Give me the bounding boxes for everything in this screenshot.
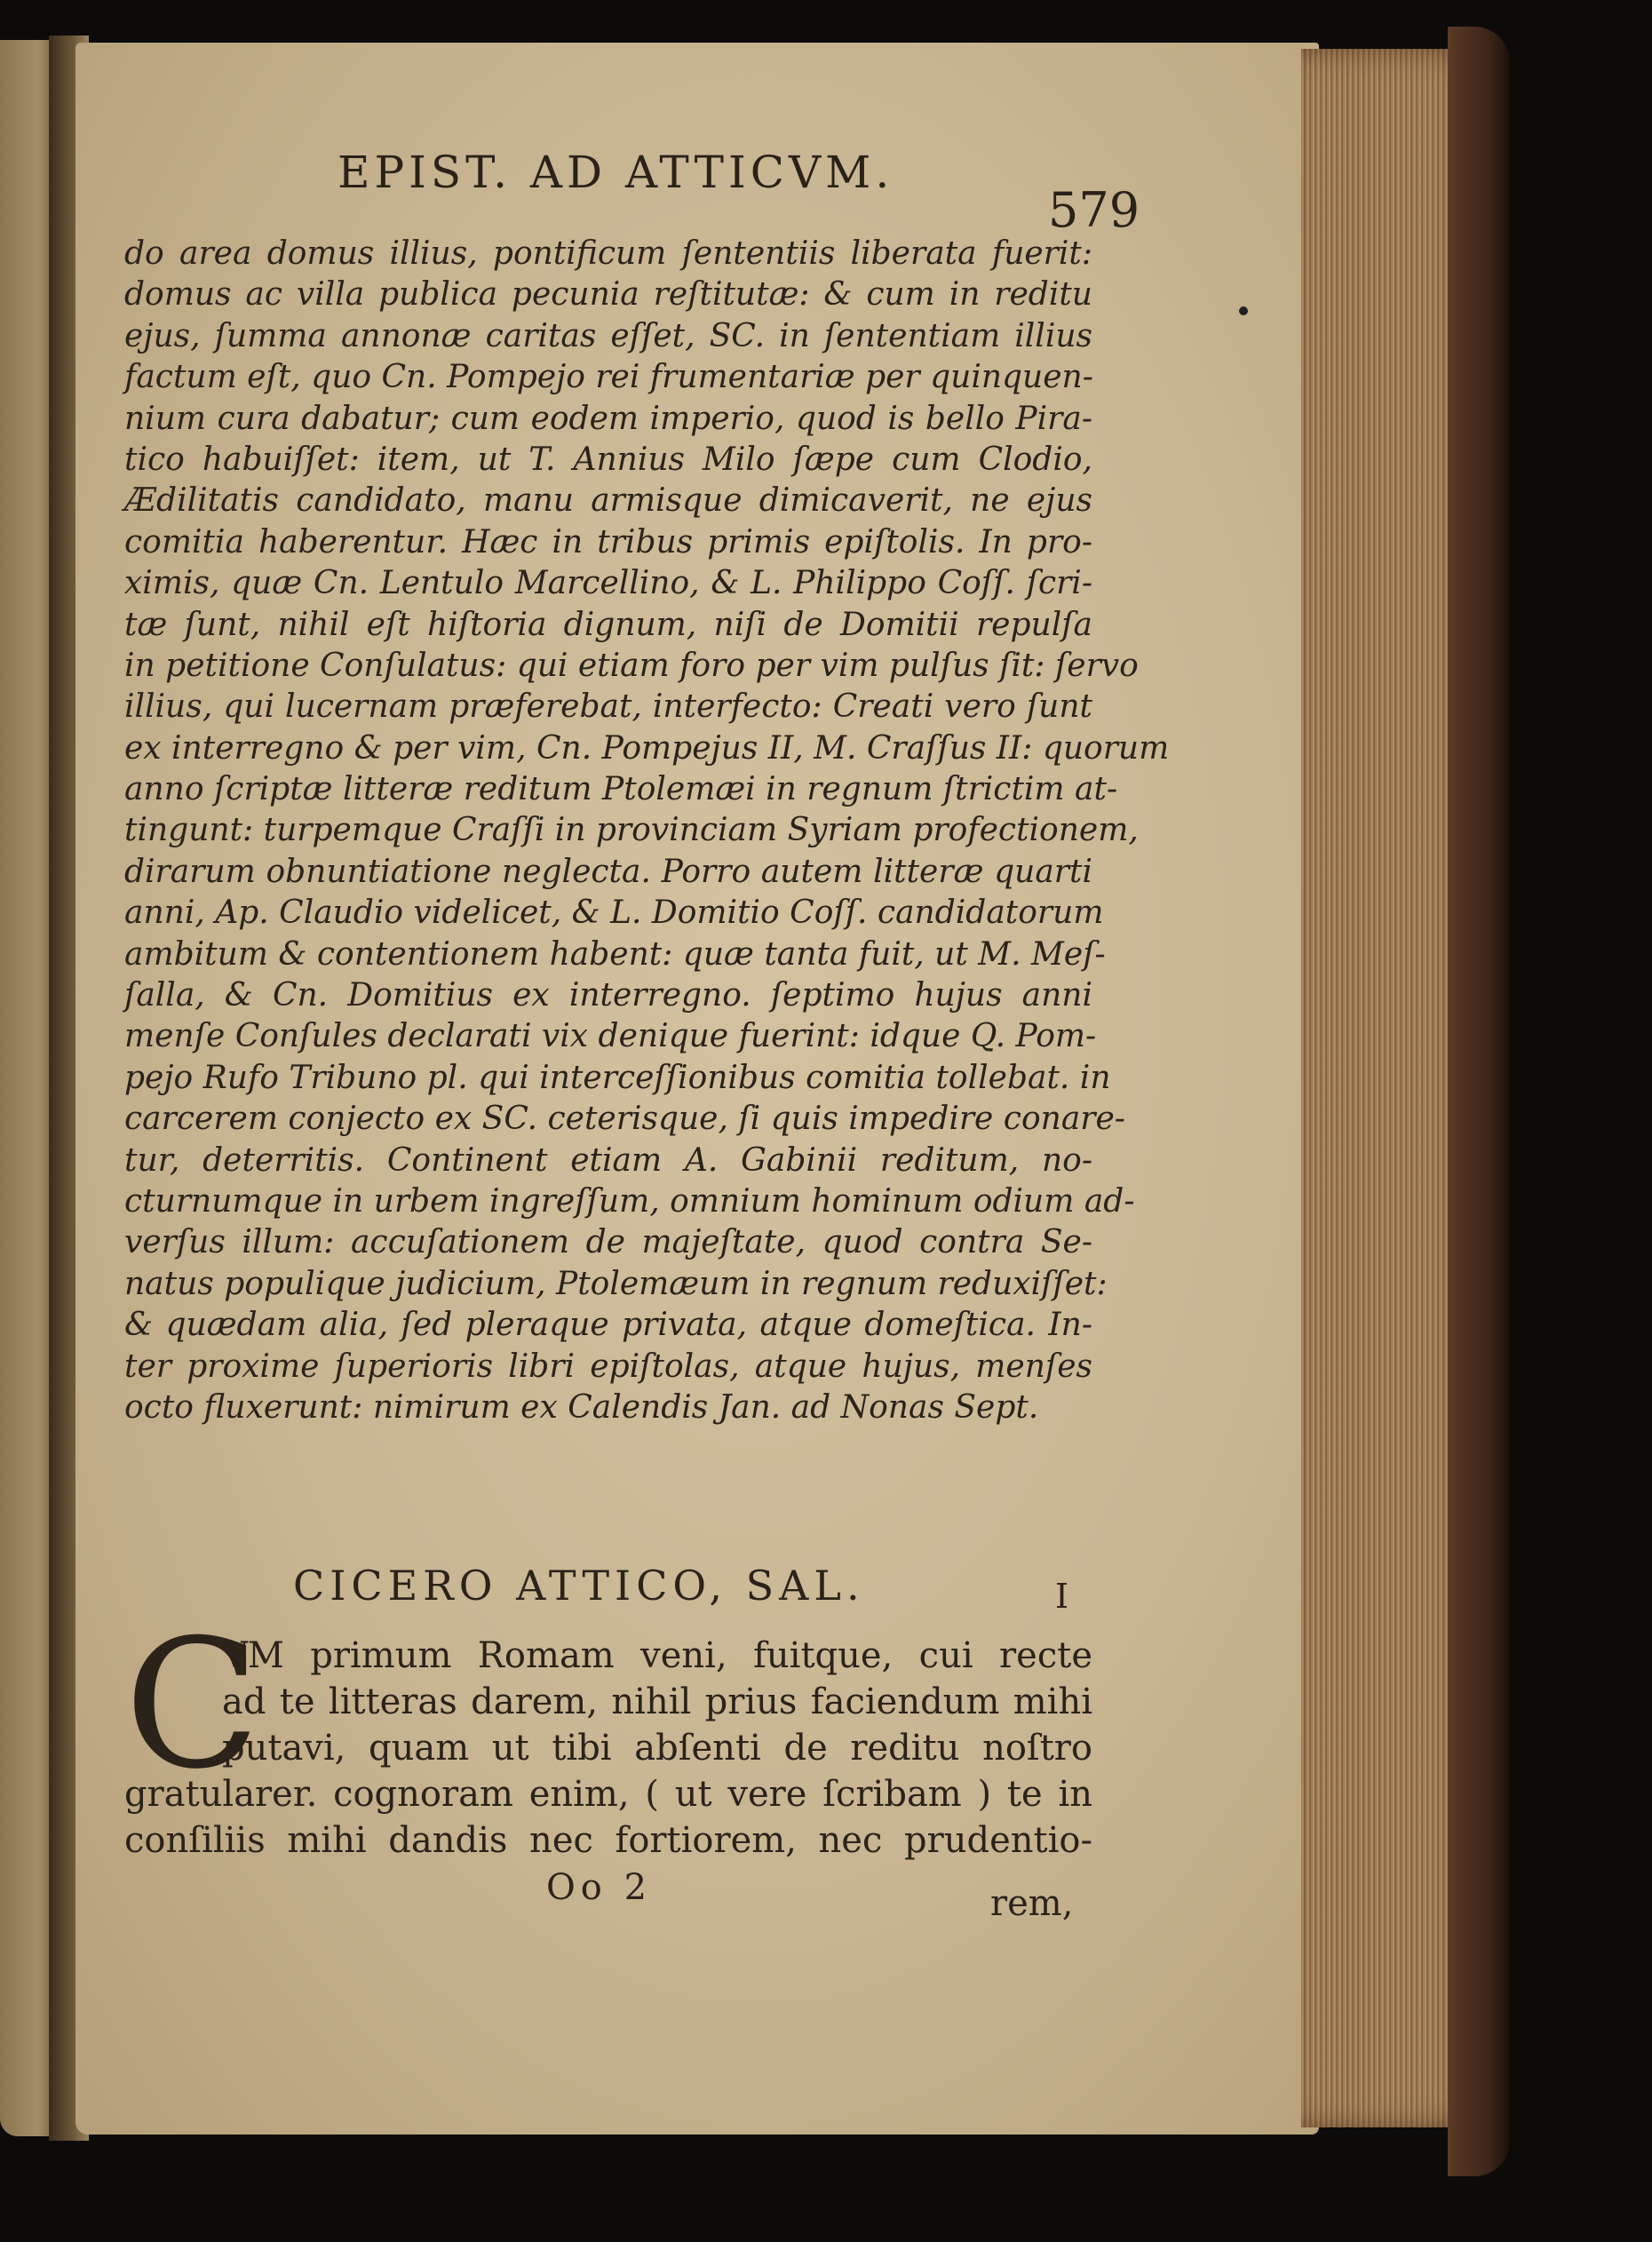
argument-line: tur, deterritis. Continent etiam A. Gabinii reditum, no- xyxy=(124,1141,1092,1179)
argument-line: ximis, quæ Cn. Lentulo Marcellino, & L. Philippo Coſſ. ſcri- xyxy=(124,565,1092,602)
catchword: rem, xyxy=(990,1883,1074,1924)
argument-block xyxy=(124,234,1170,1428)
letter-line: ad te litteras darem, nihil prius faciendum mihi xyxy=(222,1682,1092,1722)
page-number: 579 xyxy=(1048,182,1140,238)
letter-line: putavi, quam ut tibi abſenti de reditu noſtro xyxy=(222,1728,1092,1769)
letter-number: I xyxy=(1055,1577,1069,1616)
argument-line: nium cura dabatur; cum eodem imperio, quod is bello Pira- xyxy=(124,400,1092,437)
argument-line: ex interregno & per vim, Cn. Pompejus II, M. Craſſus II: quorum xyxy=(124,729,1170,767)
argument-line: comitia haberentur. Hæc in tribus primis epiſtolis. In pro- xyxy=(124,523,1092,560)
book-cover xyxy=(1448,27,1510,2176)
argument-line: tingunt: turpemque Craſſi in provinciam Syriam profectionem, xyxy=(124,812,1139,849)
argument-line: tico habuiſſet: item, ut T. Annius Milo ſæpe cum Clodio, xyxy=(124,441,1092,478)
argument-line: anno ſcriptæ litteræ reditum Ptolemæi in regnum ſtrictim at- xyxy=(124,771,1118,808)
argument-line: do area domus illius, pontificum ſententiis liberata fuerit: xyxy=(124,235,1092,272)
argument-line: natus populique judicium, Ptolemæum in regnum reduxiſſet: xyxy=(124,1265,1108,1302)
drop-cap: C xyxy=(124,1602,261,1809)
argument-line: cturnumque in urbem ingreſſum, omnium hominum odium ad- xyxy=(124,1182,1135,1220)
argument-line: dirarum obnuntiatione neglecta. Porro autem litteræ quarti xyxy=(124,853,1092,890)
argument-line: pejo Rufo Tribuno pl. qui interceſſionibus comitia tollebat. in xyxy=(124,1059,1111,1096)
argument-line: anni, Ap. Claudio videlicet, & L. Domitio Coſſ. candidatorum xyxy=(124,894,1104,932)
argument-line: ejus, ſumma annonæ caritas eſſet, SC. in ſententiam illius xyxy=(124,317,1092,354)
ink-speck xyxy=(1239,306,1248,315)
running-head: EPIST. AD ATTICVM. xyxy=(338,147,894,198)
argument-line: Ædilitatis candidato, manu armisque dimicaverit, ne ejus xyxy=(124,482,1092,520)
letter-line: conſiliis mihi dandis nec fortiorem, nec prudentio- xyxy=(124,1820,1092,1861)
argument-line: carcerem conjecto ex SC. ceterisque, ſi quis impedire conare- xyxy=(124,1101,1125,1138)
argument-line: factum eſt, quo Cn. Pompejo rei frumentariæ per quinquen- xyxy=(124,359,1093,396)
letter-line: VM primum Romam veni, fuitque, cui recte xyxy=(222,1635,1092,1676)
argument-line: illius, qui lucernam præferebat, interfecto: Creati vero ſunt xyxy=(124,688,1092,726)
argument-line: menſe Conſules declarati vix denique fuerint: idque Q. Pom- xyxy=(124,1018,1097,1055)
signature-mark: Oo 2 xyxy=(546,1867,653,1908)
argument-line: octo fluxerunt: nimirum ex Calendis Jan. ad Nonas Sept. xyxy=(124,1388,1039,1426)
argument-line: domus ac villa publica pecunia reſtitutæ: & cum in reditu xyxy=(124,276,1092,314)
argument-line: tæ ſunt, nihil eſt hiſtoria dignum, niſi de Domitii repulſa xyxy=(124,606,1092,643)
letter-line: gratularer. cognoram enim, ( ut vere ſcribam ) te in xyxy=(124,1774,1092,1815)
letter-heading: CICERO ATTICO, SAL. xyxy=(293,1562,865,1610)
argument-line: in petitione Conſulatus: qui etiam foro per vim pulſus ſit: ſervo xyxy=(124,647,1139,684)
argument-line: ambitum & contentionem habent: quæ tanta fuit, ut M. Meſ- xyxy=(124,935,1106,973)
argument-line: ter proxime ſuperioris libri epiſtolas, atque hujus, menſes xyxy=(124,1348,1092,1385)
argument-line: verſus illum: accuſationem de majeſtate, quod contra Se- xyxy=(124,1224,1092,1261)
argument-line: ſalla, & Cn. Domitius ex interregno. ſeptimo hujus anni xyxy=(124,977,1092,1014)
argument-line: & quædam alia, ſed pleraque privata, atque domeſtica. In- xyxy=(124,1307,1092,1344)
